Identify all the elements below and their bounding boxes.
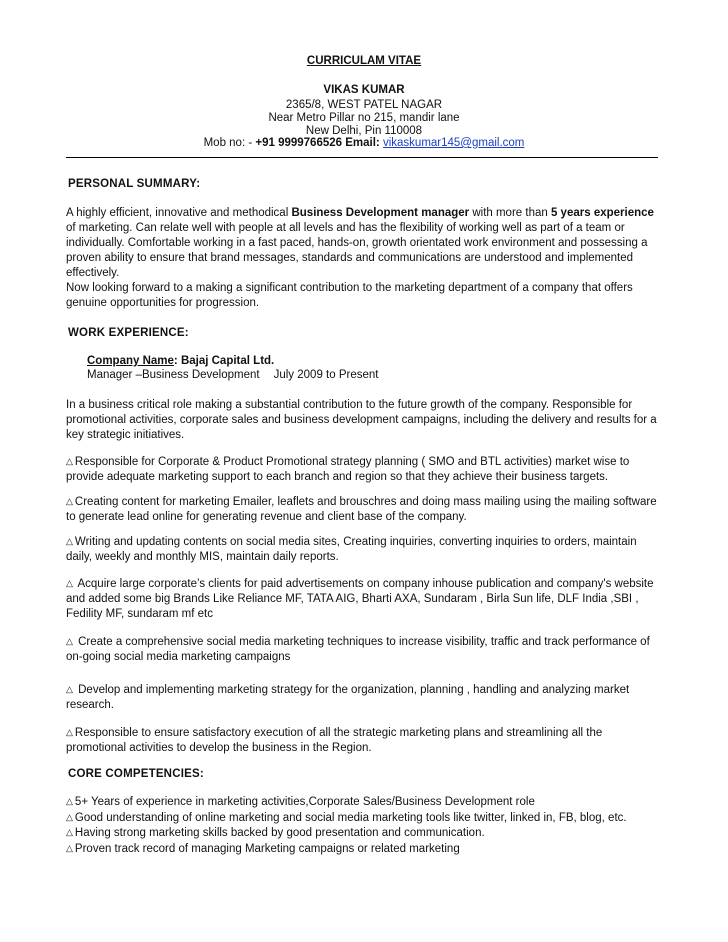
document-title: CURRICULAM VITAE bbox=[306, 55, 422, 67]
work-bullet-3: △ Writing and updating contents on social media sites, Creating inquiries, converting inquiries to orders, maintain daily, weekly and monthly MIS, maintain daily reports. bbox=[66, 536, 637, 563]
caret-icon: △ bbox=[66, 796, 73, 806]
company-label: Company Name bbox=[87, 355, 174, 367]
work-bullet-7: △ Responsible to ensure satisfactory execution of all the strategic marketing plans and streamlining all the promotional activities to develop the business in the Region. bbox=[66, 727, 603, 754]
email-label: Email: bbox=[345, 137, 380, 149]
competencies-list bbox=[66, 794, 666, 856]
list-item: △ 5+ Years of experience in marketing activities,Corporate Sales/Business Development role bbox=[66, 796, 535, 808]
address-line-3: New Delhi, Pin 110008 bbox=[305, 125, 423, 137]
job-period: July 2009 to Present bbox=[273, 369, 379, 381]
summary-paragraph: A highly efficient, innovative and methodical Business Development manager with more than 5 years experience of marketing. Can relate well with people at all levels and has the flexibility of working well as part of a team or individually. Comfortable working in a fast paced, hands-on, growth orientated work environment and possessing a proven ability to ensure that brand messages, standards and communications are understood and implemented effectively. Now looking forward to a making a significant contribution to the marketing department of a company that offers genuine opportunities for progression. bbox=[66, 207, 654, 309]
caret-icon: △ bbox=[66, 811, 73, 822]
caret-icon: △ bbox=[66, 684, 73, 694]
summary-goal: Now looking forward to a making a significant contribution to the marketing department of a company that offers genuine opportunities for progression. bbox=[66, 282, 633, 309]
company-line bbox=[87, 353, 274, 369]
header-divider bbox=[66, 157, 658, 158]
mobile-number: +91 9999766526 bbox=[255, 137, 343, 149]
address-line-1: 2365/8, WEST PATEL NAGAR bbox=[285, 99, 443, 111]
core-competencies-heading: CORE COMPETENCIES: bbox=[68, 768, 204, 780]
contact-line bbox=[0, 137, 728, 149]
caret-icon: △ bbox=[66, 727, 73, 737]
job-title: Manager –Business Development bbox=[87, 369, 260, 381]
role-line bbox=[87, 369, 378, 381]
company-name: : Bajaj Capital Ltd. bbox=[173, 355, 275, 367]
work-intro: In a business critical role making a substantial contribution to the future growth of the company. Responsible for promotional activities, corporate sales and business development campaigns, including the delivery and results for a key strategic initiatives. bbox=[66, 399, 657, 441]
address-line-2: Near Metro Pillar no 215, mandir lane bbox=[268, 112, 460, 124]
caret-icon: △ bbox=[66, 636, 73, 646]
work-bullet-5: △ Create a comprehensive social media marketing techniques to increase visibility, traffic and track performance of on-going social media marketing campaigns bbox=[66, 636, 650, 663]
caret-icon: △ bbox=[66, 496, 73, 506]
email-link[interactable]: vikaskumar145@gmail.com bbox=[382, 137, 525, 149]
caret-icon: △ bbox=[66, 842, 73, 853]
list-item: △ Good understanding of online marketing and social media marketing tools like twitter, linked in, FB, blog, etc. bbox=[66, 811, 627, 824]
caret-icon: △ bbox=[66, 827, 73, 837]
work-bullet-4: △ Acquire large corporate’s clients for paid advertisements on company inhouse publication and company's website and added some big Brands Like Reliance MF, TATA AIG, Bharti AXA, Sundaram , Birla Sun life, DLF India ,SBI , Fedility MF, sundaram mf etc bbox=[66, 578, 654, 620]
work-bullet-2: △ Creating content for marketing Emailer, leaflets and brouschres and doing mass mailing using the mailing software to generate lead online for generating revenue and client base of the company. bbox=[66, 496, 657, 523]
caret-icon: △ bbox=[66, 456, 73, 466]
caret-icon: △ bbox=[66, 578, 73, 588]
work-experience-heading: WORK EXPERIENCE: bbox=[68, 327, 189, 339]
work-bullet-1: △ Responsible for Corporate & Product Promotional strategy planning ( SMO and BTL activities) market wise to provide adequate marketing support to each branch and region so that they achieve their business targets. bbox=[66, 456, 630, 483]
work-bullet-6: △ Develop and implementing marketing strategy for the organization, planning , handling and analyzing market research. bbox=[66, 684, 630, 711]
mobile-label: Mob no: - bbox=[203, 137, 256, 149]
caret-icon: △ bbox=[66, 536, 73, 546]
list-item: △ Proven track record of managing Marketing campaigns or related marketing bbox=[66, 842, 460, 855]
candidate-name: VIKAS KUMAR bbox=[323, 84, 405, 96]
personal-summary-heading: PERSONAL SUMMARY: bbox=[68, 178, 201, 190]
list-item: △ Having strong marketing skills backed by good presentation and communication. bbox=[66, 827, 485, 839]
